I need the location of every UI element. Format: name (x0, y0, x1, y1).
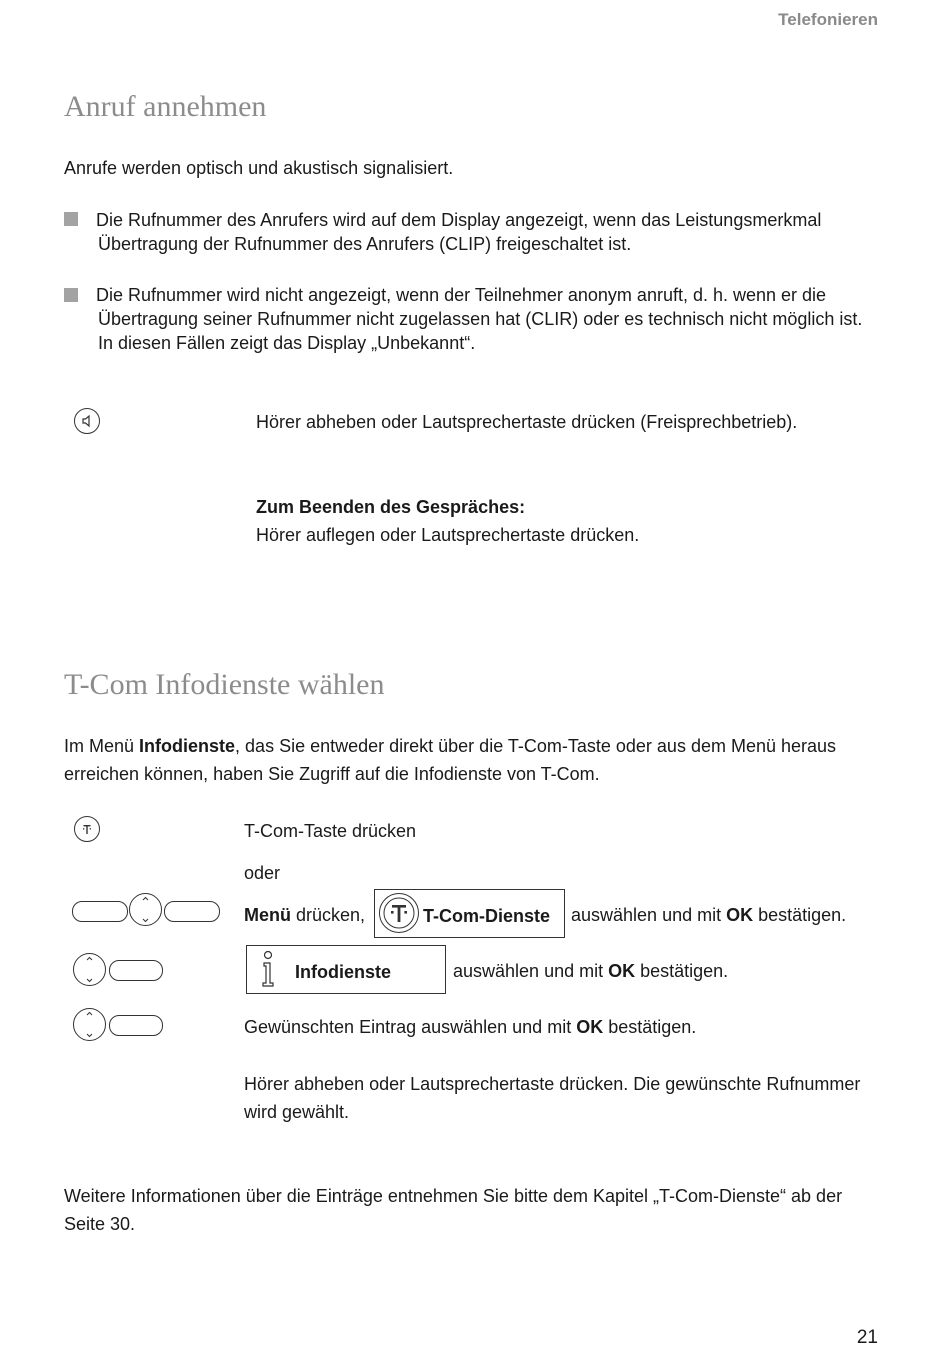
nav-ok-keys-icon (72, 952, 172, 988)
display-label: Infodienste (295, 962, 392, 982)
end-call-heading: Zum Beenden des Gespräches: (256, 497, 526, 517)
step-select-confirm (453, 959, 728, 983)
section2-intro (64, 732, 836, 788)
softkey-icon (109, 960, 163, 981)
step-dial (244, 1070, 860, 1126)
step-part: bestätigen. (635, 961, 729, 981)
intro-part: , das Sie entweder direkt über die T-Com-Taste oder aus dem Menü heraus (235, 736, 837, 756)
t-logo-icon (379, 893, 419, 933)
right-softkey-icon (164, 901, 220, 922)
display-infodienste (246, 945, 446, 994)
intro-line: erreichen können, haben Sie Zugriff auf die Infodienste von T-Com. (64, 764, 600, 784)
step-select-entry (244, 1015, 696, 1039)
bullet-item (96, 208, 821, 256)
bullet-line: Die Rufnummer des Anrufers wird auf dem Display angezeigt, wenn das Leistungsmerkmal (96, 210, 822, 230)
bullet-line: Die Rufnummer wird nicht angezeigt, wenn der Teilnehmer anonym anruft, d. h. wenn er die (96, 285, 827, 305)
step-line: Hörer abheben oder Lautsprechertaste drücken. Die gewünschte Rufnummer (244, 1074, 861, 1094)
bullet-line: Übertragung seiner Rufnummer nicht zugelassen hat (CLIR) oder es technisch nicht möglich ist. (98, 309, 863, 329)
intro-part: Im Menü (64, 736, 140, 756)
ok-label: OK (726, 905, 754, 925)
nav-key-icon (73, 953, 106, 986)
info-line: Weitere Informationen über die Einträge entnehmen Sie bitte dem Kapitel „T-Com-Dienste“ ab der (64, 1186, 843, 1206)
step-menu (244, 903, 365, 927)
speaker-key-icon (74, 408, 100, 434)
display-t-com-dienste (374, 889, 565, 938)
section-title-anruf: Anruf annehmen (64, 90, 267, 123)
bullet-line: Übertragung der Rufnummer des Anrufers (CLIP) freigeschaltet ist. (98, 234, 632, 254)
end-call-text: Hörer auflegen oder Lautsprechertaste drücken. (256, 525, 640, 545)
step-select-confirm (571, 903, 846, 927)
step-part: bestätigen. (753, 905, 847, 925)
bullet-marker (64, 288, 78, 302)
section-title-infodienste: T-Com Infodienste wählen (64, 668, 385, 701)
menu-keys-icon (72, 892, 222, 928)
bullet-line: In diesen Fällen zeigt das Display „Unbekannt“. (98, 333, 476, 353)
step-t-com-key: T-Com-Taste drücken (244, 821, 417, 841)
nav-ok-keys-icon (72, 1007, 172, 1043)
intro-text: Anrufe werden optisch und akustisch signalisiert. (64, 158, 454, 178)
step-part: auswählen und mit (453, 961, 609, 981)
softkey-icon (109, 1015, 163, 1036)
nav-key-icon (129, 893, 162, 926)
bullet-marker (64, 212, 78, 226)
page-number: 21 (856, 1327, 878, 1348)
ok-label: OK (576, 1017, 604, 1037)
further-info (64, 1182, 842, 1238)
bullet-item (96, 283, 862, 355)
menu-label: Menü (244, 905, 291, 925)
left-softkey-icon (72, 901, 128, 922)
step-part: drücken, (291, 905, 366, 925)
ok-label: OK (608, 961, 636, 981)
info-line: Seite 30. (64, 1214, 136, 1234)
page-header: Telefonieren (778, 10, 878, 29)
info-icon (257, 950, 279, 988)
display-label: T-Com-Dienste (423, 906, 551, 926)
intro-bold: Infodienste (139, 736, 236, 756)
step-part: Gewünschten Eintrag auswählen und mit (244, 1017, 577, 1037)
step-line: wird gewählt. (244, 1102, 350, 1122)
or-text: oder (244, 863, 281, 883)
t-com-key-icon (74, 816, 100, 842)
nav-key-icon (73, 1008, 106, 1041)
step-part: auswählen und mit (571, 905, 727, 925)
step-part: bestätigen. (603, 1017, 697, 1037)
step-text: Hörer abheben oder Lautsprechertaste drücken (Freisprechbetrieb). (256, 412, 798, 432)
